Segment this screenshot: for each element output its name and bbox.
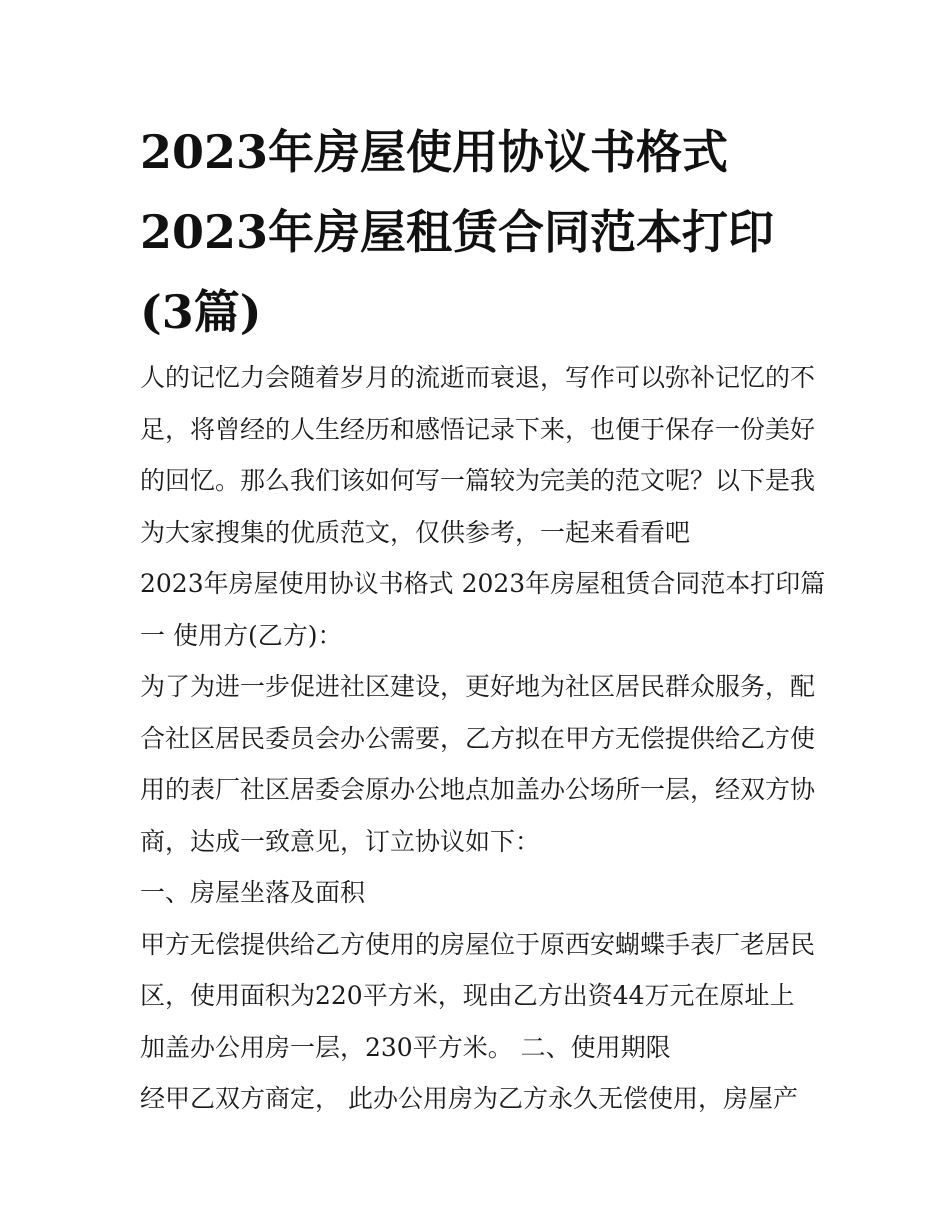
document-title xyxy=(140,112,830,352)
body-line: 的回忆。那么我们该如何写一篇较为完美的范文呢？以下是我 xyxy=(140,466,816,495)
title-line: 2023年房屋使用协议书格式 xyxy=(140,125,729,179)
title-line: (3篇) xyxy=(140,285,262,339)
body-line: 为了为进一步促进社区建设，更好地为社区居民群众服务，配 xyxy=(140,672,816,701)
body-line: 加盖办公用房一层，230平方米。 二、使用期限 xyxy=(140,1032,671,1062)
body-line: 2023年房屋使用协议书格式 2023年房屋租赁合同范本打印篇 xyxy=(140,569,826,598)
title-line: 2023年房屋租赁合同范本打印 xyxy=(140,205,775,259)
document-body xyxy=(140,352,826,1125)
body-line: 合社区居民委员会办公需要，乙方拟在甲方无偿提供给乙方使 xyxy=(140,723,816,753)
body-line: 人的记忆力会随着岁月的流逝而衰退，写作可以弥补记忆的不 xyxy=(140,363,816,392)
body-line: 甲方无偿提供给乙方使用的房屋位于原西安蝴蝶手表厂老居民 xyxy=(140,929,816,959)
body-line: 区，使用面积为220平方米，现由乙方出资44万元在原址上 xyxy=(140,981,795,1010)
body-line: 一 使用方(乙方)： xyxy=(140,620,343,650)
body-line: 为大家搜集的优质范文，仅供参考，一起来看看吧 xyxy=(140,517,691,547)
body-line: 商，达成一致意见，订立协议如下： xyxy=(140,826,541,856)
section-heading: 一、房屋坐落及面积 xyxy=(140,878,366,907)
body-line: 用的表厂社区居委会原办公地点加盖办公场所一层，经双方协 xyxy=(140,775,816,804)
body-line: 足，将曾经的人生经历和感悟记录下来，也便于保存一份美好 xyxy=(140,414,816,444)
body-line: 经甲乙双方商定， 此办公用房为乙方永久无偿使用，房屋产 xyxy=(140,1084,798,1113)
